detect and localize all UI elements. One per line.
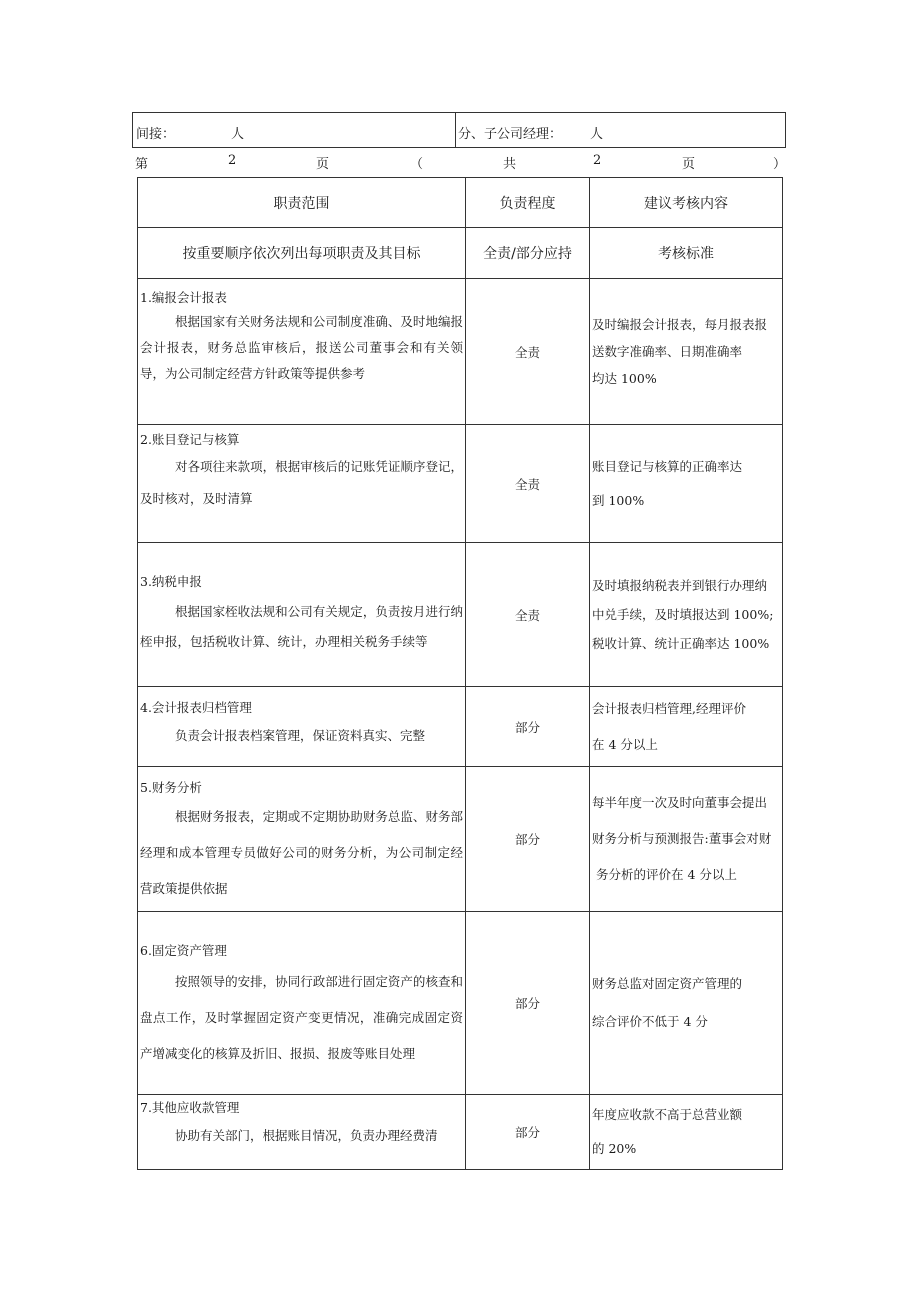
responsibility-level: 部分: [466, 1095, 590, 1170]
header-box: [132, 112, 786, 148]
standard-line: 财务总监对固定资产管理的: [592, 976, 743, 991]
subheader-responsibility-level: 全责/部分应持: [466, 228, 590, 279]
standard-line: 综合评价不低于 4 分: [592, 1014, 708, 1029]
standard-line: 到 100%: [592, 492, 645, 508]
standard-cell: [590, 543, 783, 687]
standard-line: 年度应收款不高于总营业额: [592, 1107, 743, 1122]
duty-cell: [138, 687, 466, 767]
standard-line: 务分析的评价在 4 分以上: [596, 867, 737, 882]
standard-line: 账目登记与核算的正确率达: [592, 458, 743, 474]
col-header-responsibility: 负责程度: [466, 178, 590, 228]
standard-cell: [590, 425, 783, 543]
responsibility-level: 全责: [466, 543, 590, 687]
sub-manager-label: 分、子公司经理：: [458, 127, 563, 142]
standard-cell: [590, 1095, 783, 1170]
standard-line: 均达 100%: [592, 371, 657, 386]
duty-cell: [138, 425, 466, 543]
duty-title: 2.账目登记与核算: [140, 432, 240, 447]
standard-cell: [590, 767, 783, 912]
standard-line: 及时填报纳税表并到银行办理纳: [592, 578, 768, 593]
page-total: 2: [593, 153, 602, 168]
duty-cell: [138, 912, 466, 1095]
standard-line: 税收计算、统计正确率达 100%: [592, 636, 770, 651]
page-close-paren: ）: [773, 157, 787, 172]
page-number: 2: [228, 153, 237, 168]
duty-title: 5.财务分析: [140, 780, 202, 795]
duty-title: 7.其他应收款管理: [140, 1100, 240, 1115]
standard-cell: [590, 912, 783, 1095]
table-row: [138, 687, 783, 767]
duty-title: 4.会计报表归档管理: [140, 700, 252, 715]
responsibility-level: 全责: [466, 279, 590, 425]
standard-line: 的 20%: [592, 1141, 637, 1156]
table-row: [138, 1095, 783, 1170]
standard-line: 会计报表归档管理,经理评价: [592, 700, 746, 716]
responsibility-level: 部分: [466, 687, 590, 767]
standard-line: 财务分析与预测报告:董事会对财: [592, 831, 772, 846]
standard-line: 及时编报会计报表，每月报表报: [592, 317, 768, 332]
duty-description: 根据国家有关财务法规和公司制度准确、及时地编报会计报表，财务总监审核后，报送公司董事会和有关领导，为公司制定经营方针政策等提供参考: [140, 314, 463, 381]
duty-cell: [138, 1095, 466, 1170]
col-header-duty-scope: 职责范围: [138, 178, 466, 228]
table-row: [138, 543, 783, 687]
duty-description: 根据财务报表，定期或不定期协助财务总监、财务部经理和成本管理专员做好公司的财务分析，为公司制定经营政策提供依据: [140, 809, 463, 896]
responsibility-level: 部分: [466, 912, 590, 1095]
standard-cell: [590, 687, 783, 767]
responsibility-level: 全责: [466, 425, 590, 543]
duty-title: 1.编报会计报表: [140, 290, 227, 305]
duty-description: 对各项往来款项，根据审核后的记账凭证顺序登记，及时核对，及时清算: [140, 459, 463, 506]
table-header-row: [138, 178, 783, 228]
duty-title: 3.纳税申报: [140, 574, 202, 589]
page-open-paren: （: [410, 157, 424, 172]
page-ye2: 页: [682, 157, 696, 172]
duty-description: 负责会计报表档案管理，保证资料真实、完整: [175, 728, 426, 743]
page-gong: 共: [503, 157, 517, 172]
standard-line: 每半年度一次及时向董事会提出: [592, 795, 768, 810]
responsibility-level: 部分: [466, 767, 590, 912]
subheader-standard: 考核标准: [590, 228, 783, 279]
duty-table: [137, 177, 783, 1170]
indirect-unit: 人: [231, 127, 245, 142]
table-row: [138, 912, 783, 1095]
table-row: [138, 767, 783, 912]
duty-cell: [138, 279, 466, 425]
sub-manager-unit: 人: [590, 127, 604, 142]
standard-line: 中兑手续，及时填报达到 100%;: [592, 607, 774, 622]
table-subheader-row: [138, 228, 783, 279]
duty-cell: [138, 543, 466, 687]
duty-cell: [138, 767, 466, 912]
duty-title: 6.固定资产管理: [140, 943, 227, 958]
page-di: 第: [135, 157, 149, 172]
duty-description: 按照领导的安排，协同行政部进行固定资产的核查和盘点工作，及时掌握固定资产变更情况，准确完成固定资产增减变化的核算及折旧、报损、报废等账目处理: [140, 974, 463, 1061]
duty-description: 根据国家桎收法规和公司有关规定，负责按月进行纳桎申报，包括税收计算、统计，办理相关税务手续等: [140, 604, 463, 649]
table-row: [138, 279, 783, 425]
duty-description: 协助有关部门，根据账目情况，负责办理经费清: [175, 1128, 438, 1143]
standard-line: 在 4 分以上: [592, 736, 658, 752]
indirect-staff-cell: [133, 113, 456, 147]
standard-line: 送数字准确率、日期准确率: [592, 344, 743, 359]
col-header-assessment: 建议考核内容: [590, 178, 783, 228]
sub-manager-cell: [456, 113, 785, 147]
indirect-label: 间接：: [136, 127, 176, 142]
page-ye: 页: [316, 157, 330, 172]
standard-cell: [590, 279, 783, 425]
subheader-duty-list: 按重要顺序依次列出每项职责及其目标: [138, 228, 466, 279]
table-row: [138, 425, 783, 543]
page-number-line: [132, 153, 786, 171]
